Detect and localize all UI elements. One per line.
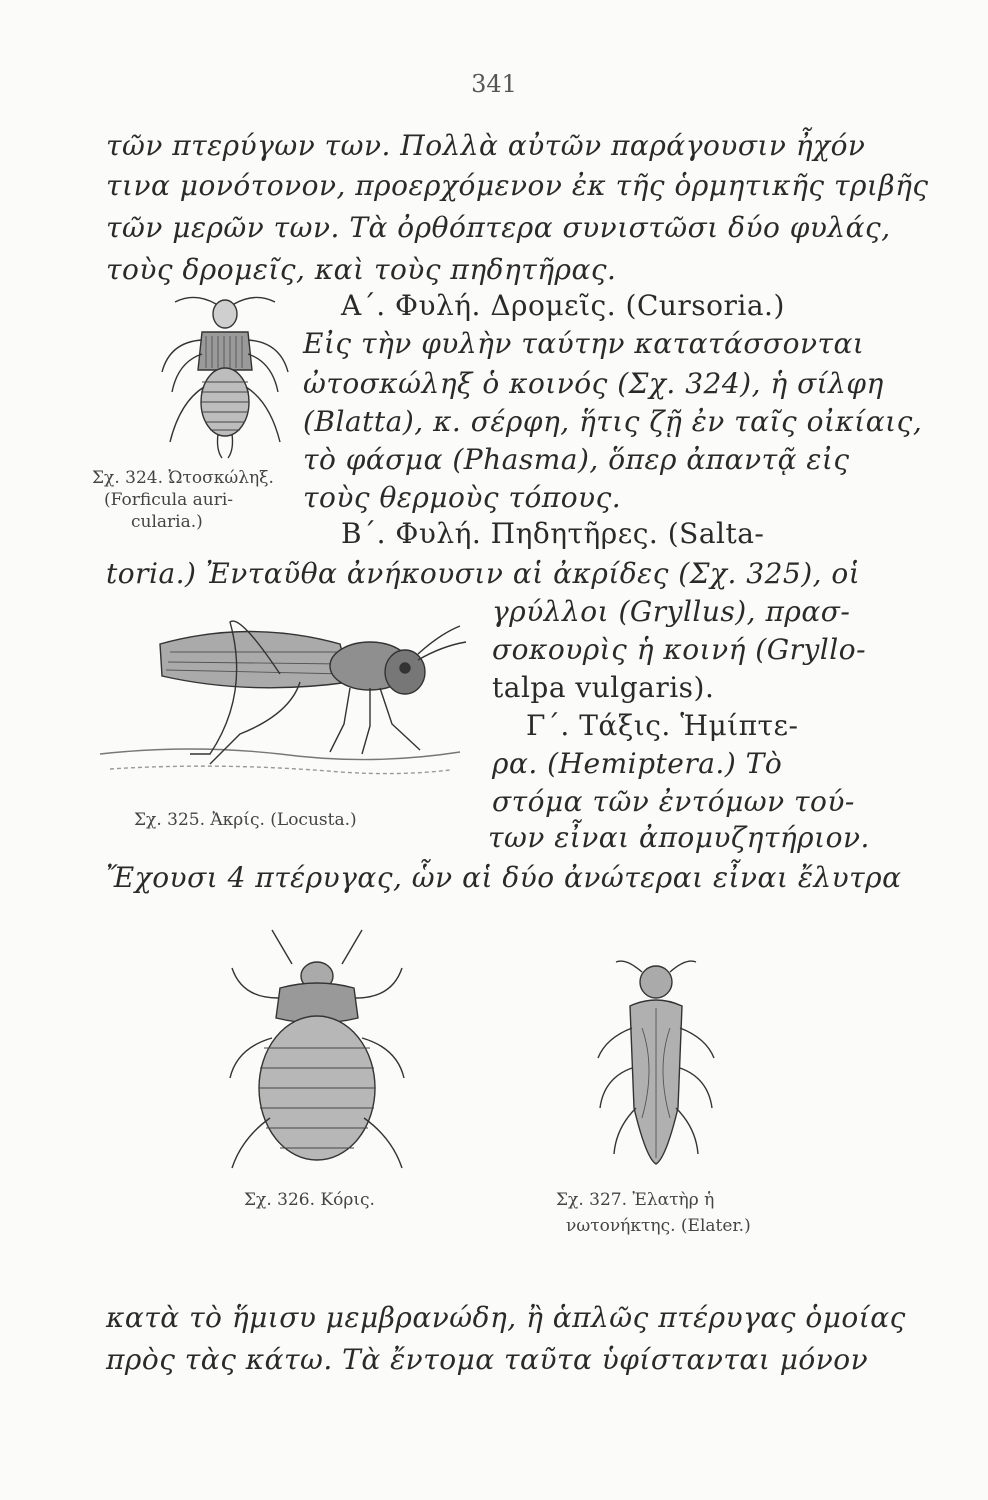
text-line-1: τῶν πτερύγων των. Πολλὰ αὐτῶν παράγουσιν ἦχόν: [106, 129, 866, 162]
text-line-4: τοὺς δρομεῖς, καὶ τοὺς πηδητῆρας.: [106, 253, 617, 286]
caption-fig327-line1: Σχ. 327. Ἐλατὴρ ἡ: [556, 1190, 715, 1210]
text-line-22: πρὸς τὰς κάτω. Τὰ ἔντομα ταῦτα ὑφίστανται μόνον: [106, 1343, 869, 1376]
locust-illustration: [100, 604, 470, 804]
caption-fig326: Σχ. 326. Κόρις.: [244, 1190, 375, 1210]
figure-locust: [100, 604, 470, 804]
figure-bedbug: [222, 928, 412, 1178]
caption-fig324-line2: (Forficula auri-: [104, 490, 234, 510]
caption-fig325: Σχ. 325. Ἀκρίς. (Locusta.): [134, 810, 357, 830]
text-line-10: τοὺς θερμοὺς τόπους.: [303, 481, 622, 514]
text-line-11: Β΄. Φυλή. Πηδητῆρες. (Salta-: [341, 517, 765, 550]
text-line-18: στόμα τῶν ἐντόμων τού-: [492, 785, 855, 818]
text-line-8: (Blatta), κ. σέρφη, ἥτις ζῇ ἐν ταῖς οἰκίαις,: [303, 405, 923, 438]
caption-fig324-line3: cularia.): [131, 512, 203, 532]
bedbug-illustration: [222, 928, 412, 1178]
text-line-12: toria.) Ἐνταῦθα ἀνήκουσιν αἱ ἀκρίδες (Σχ. 325), οἱ: [106, 557, 861, 590]
caption-fig327-line2: νωτονήκτης. (Elater.): [566, 1216, 751, 1236]
text-line-5: Α΄. Φυλή. Δρομεῖς. (Cursoria.): [341, 289, 785, 322]
text-line-7: ὠτοσκώληξ ὁ κοινός (Σχ. 324), ἡ σίλφη: [303, 367, 884, 400]
text-line-14: σοκουρὶς ἡ κοινή (Gryllo-: [492, 633, 867, 666]
figure-click-beetle: [586, 958, 726, 1168]
text-line-19: των εἶναι ἀπομυζητήριον.: [488, 821, 870, 854]
figure-earwig: [150, 292, 300, 462]
text-line-16: Γ΄. Τάξις. Ἡμίπτε-: [526, 709, 799, 742]
text-line-20: Ἔχουσι 4 πτέρυγας, ὧν αἱ δύο ἀνώτεραι εἶναι ἔλυτρα: [106, 861, 902, 894]
text-line-6: Εἰς τὴν φυλὴν ταύτην κατατάσσονται: [303, 327, 865, 360]
text-line-13: γρύλλοι (Gryllus), πρασ-: [492, 595, 851, 628]
page-number: 341: [471, 70, 517, 98]
text-line-17: ρα. (Hemiptera.) Τὸ: [492, 747, 783, 780]
text-line-15: talpa vulgaris).: [492, 671, 715, 704]
click-beetle-illustration: [586, 958, 726, 1168]
caption-fig324-line1: Σχ. 324. Ὠτοσκώληξ.: [92, 468, 274, 488]
text-line-3: τῶν μερῶν των. Τὰ ὀρθόπτερα συνιστῶσι δύο φυλάς,: [106, 211, 891, 244]
earwig-illustration: [150, 292, 300, 462]
text-line-9: τὸ φάσμα (Phasma), ὅπερ ἀπαντᾷ εἰς: [303, 443, 850, 476]
text-line-2: τινα μονότονον, προερχόμενον ἐκ τῆς ὁρμητικῆς τριβῆς: [106, 169, 929, 202]
text-line-21: κατὰ τὸ ἥμισυ μεμβρανώδη, ἢ ἁπλῶς πτέρυγας ὁμοίας: [106, 1301, 906, 1334]
